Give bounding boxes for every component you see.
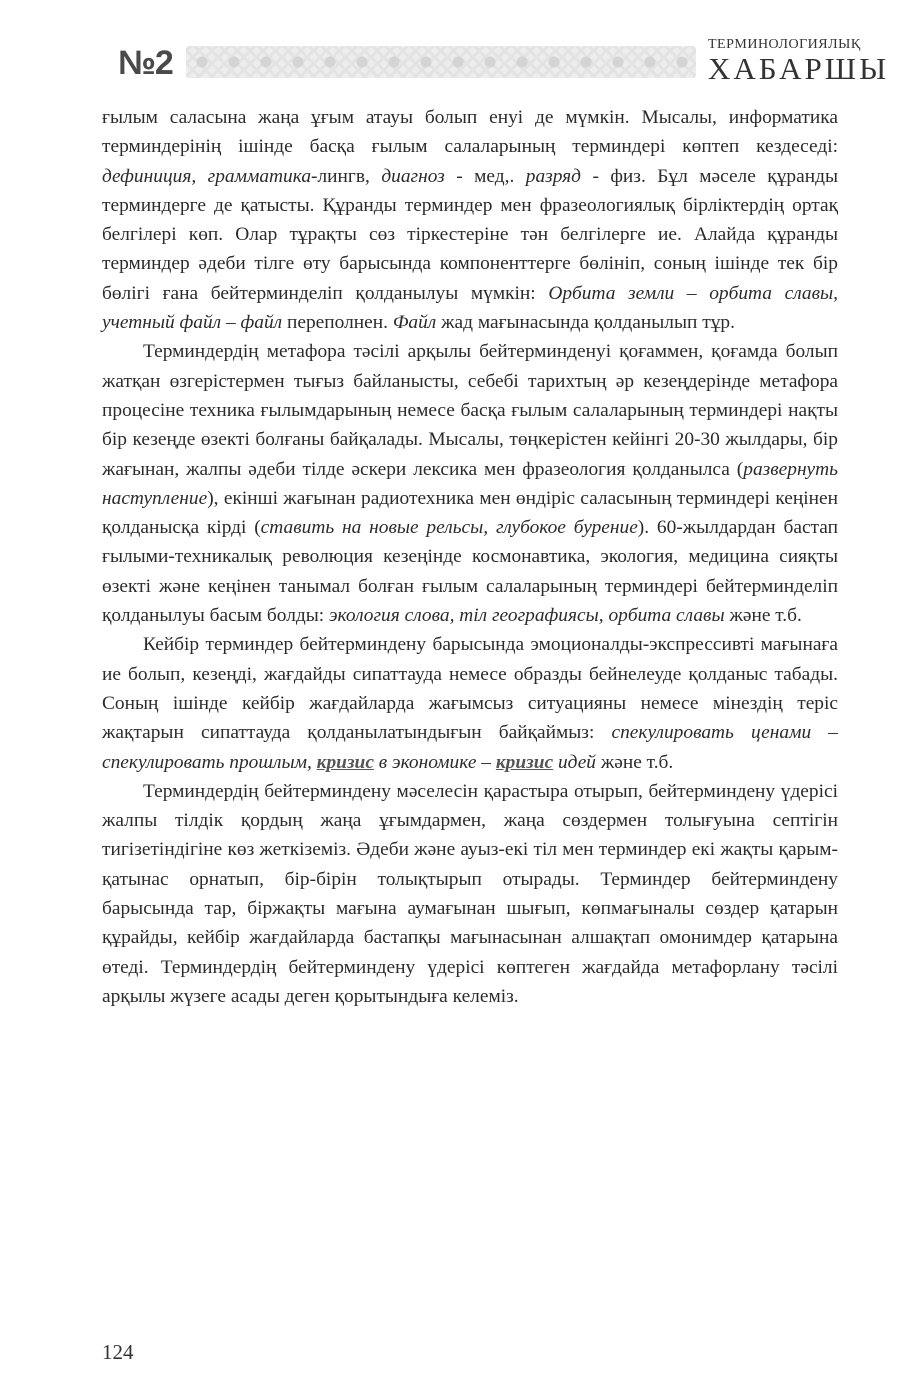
paragraph-3 xyxy=(102,630,838,776)
paragraph-2 xyxy=(102,337,838,630)
italic-example: диагноз xyxy=(381,165,445,187)
text-run: - физ. Бұл мәселе құранды терминдерге де қатысты. Құранды терминдер мен фразеологиялық бірліктердің ортақ белгілері көп. Олар тұрақты сөз тіркестеріне тән белгілерге ие. Алайда құранды терминдер әдеби тілге өту барысында компоненттерге бөлініп, соның ішінде тек бір бөлігі ғана бейтерминделіп қолданылуы мүмкін: xyxy=(102,165,838,304)
text-run: және т.б. xyxy=(596,751,674,773)
text-run: ). 60-жылдардан бастап ғылыми-техникалық революция кезеңінде космонавтика, экология, медицина сияқты өзекті және кеңінен танымал болған ғылым салаларының терминдері бейтерминделіп қолданылуы басым болды: xyxy=(102,517,838,627)
italic-example: разряд xyxy=(525,165,581,187)
text-run: ), екінші жағынан радиотехника мен өндіріс саласының терминдері кеңінен қолданысқа кірді ( xyxy=(102,487,838,539)
paragraph-4 xyxy=(102,777,838,1011)
journal-title-main: ХАБАРШЫ xyxy=(708,51,890,86)
underlined-term: кризис xyxy=(495,751,554,773)
italic-example: идей xyxy=(553,751,596,773)
text-run: жад мағынасында қолданылып тұр. xyxy=(436,312,735,334)
text-run: Терминдердің бейтерминдену мәселесін қарастыра отырып, бейтерминдену үдерісі жалпы тілдік қордың жаңа ұғымдармен, жаңа сөздермен толығуына септігін тигізетіндігіне көз жеткіземіз. Әдеби және ауыз-екі тіл мен терминдер екі жақты қарым-қатынас орнатып, бір-бірін толықтырып отырады. Терминдер бейтерминдену барысында тар, біржақты мағына аумағынан шығып, көпмағыналы сөздер қатарын құрайды, кейбір жағдайларда бастапқы мағынасынан алшақтап омонимдер қатарына өтеді. Терминдердің бейтерминдену үдерісі көптеген жағдайда метафорлану тәсілі арқылы жүзеге асады деген қорытындыға келеміз. xyxy=(102,780,838,1007)
text-run: Терминдердің метафора тәсілі арқылы бейтерминденуі қоғаммен, қоғамда болып жатқан өзгерістермен тығыз байланысты, себебі тарихтың әр кезеңдерінде метафора процесіне техника ғылымдарының немесе басқа ғылым салаларының терминдері нақты бір кезеңде өзекті болғаны байқалады. Мысалы, төңкерістен кейінгі 20-30 жылдары, бір жағынан, жалпы әдеби тілде әскери лексика мен фразеология қолданылса ( xyxy=(102,341,838,480)
italic-example: Файл xyxy=(392,312,437,334)
article-body xyxy=(102,103,838,1011)
italic-example: в экономике – xyxy=(373,751,496,773)
italic-example: дефиниция, грамматика xyxy=(102,165,312,187)
ornament-band xyxy=(186,46,696,78)
text-run: переполнен. xyxy=(282,312,393,334)
underlined-term: кризис xyxy=(316,751,374,773)
page-header xyxy=(118,37,890,88)
italic-example: спекулировать ценами – спекулировать прошлым, xyxy=(102,722,838,773)
journal-title xyxy=(708,37,890,86)
page-number: 124 xyxy=(102,1340,134,1364)
text-run: - мед,. xyxy=(444,165,526,187)
issue-number: №2 xyxy=(118,44,173,82)
italic-example: развернуть наступление xyxy=(102,458,838,509)
italic-example: экология слова, тіл географиясы, орбита славы xyxy=(329,605,725,627)
text-run: Кейбір терминдер бейтерминдену барысында эмоционалды-экспрессивті мағынаға ие болып, кезеңді, жағдайды сипаттауда немесе образды бейнелеуде қолданыс табады. Соның ішінде кейбір жағдайларда жағымсыз ситуацияны немесе мінездің теріс жақтарын сипаттауда қолданылатындығын байқаймыз: xyxy=(102,634,838,744)
text-run: ғылым саласына жаңа ұғым атауы болып енуі де мүмкін. Мысалы, информатика терминдерінің ішінде басқа ғылым салаларының терминдері көптеп кездеседі: xyxy=(102,107,838,158)
text-run: -лингв, xyxy=(311,165,382,187)
journal-title-top: ТЕРМИНОЛОГИЯЛЫҚ xyxy=(708,37,861,52)
italic-example: Орбита земли – орбита славы, учетный файл – файл xyxy=(102,282,838,334)
italic-example: ставить на новые рельсы, глубокое бурение xyxy=(260,517,638,539)
paragraph-1 xyxy=(102,103,838,337)
text-run: және т.б. xyxy=(724,605,802,627)
